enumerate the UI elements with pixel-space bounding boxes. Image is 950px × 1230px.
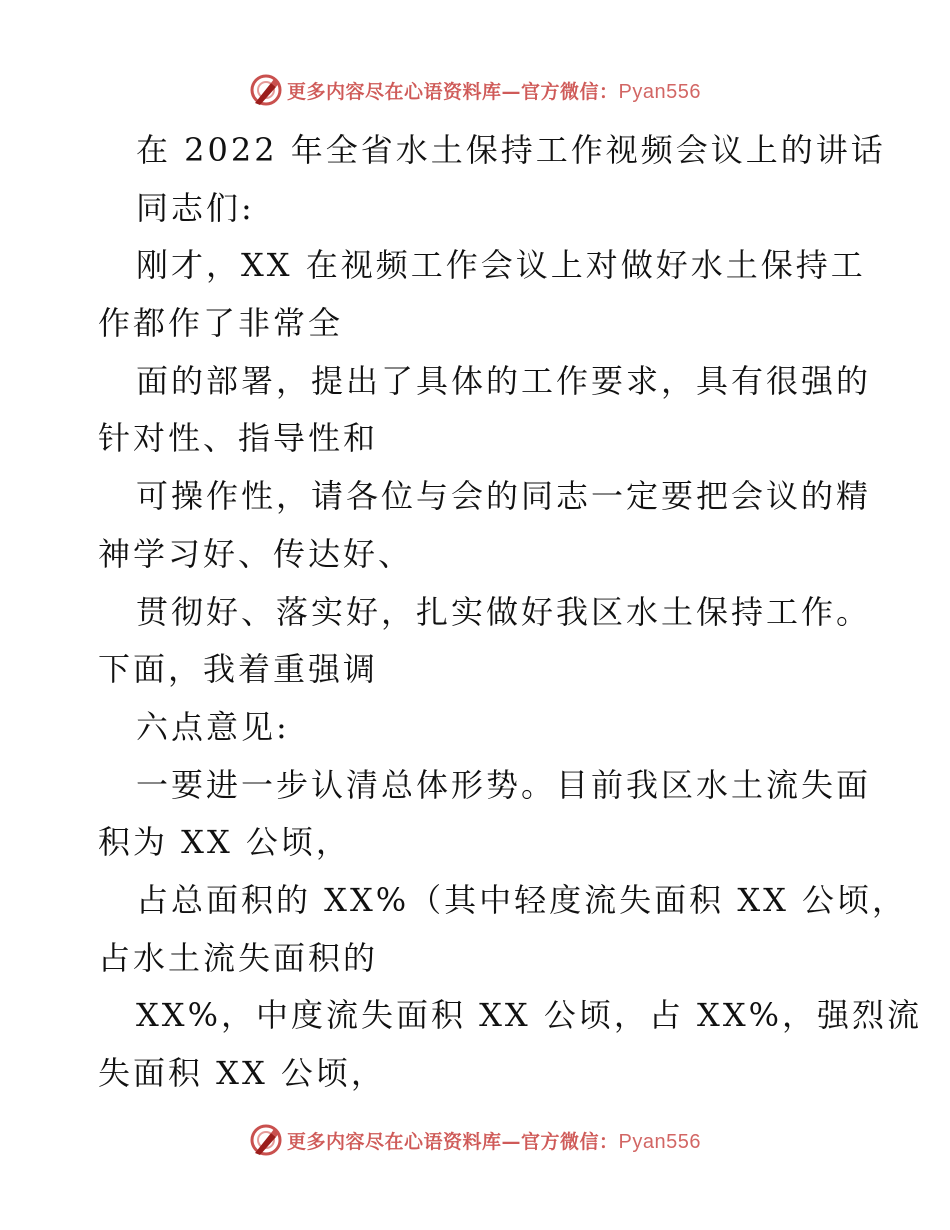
watermark-wechat-id: Pyan556 — [618, 1130, 701, 1153]
text-line: XX%，中度流失面积 XX 公顷，占 XX%，强烈流 — [136, 996, 923, 1035]
watermark-text — [287, 1127, 701, 1154]
watermark-text — [287, 77, 701, 104]
text-line: 失面积 XX 公顷， — [98, 1054, 386, 1092]
text-line: 针对性、指导性和 — [98, 419, 379, 458]
text-line: 贯彻好、落实好，扎实做好我区水土保持工作。 — [136, 592, 872, 631]
header-watermark — [0, 70, 950, 110]
document-body — [98, 122, 923, 1103]
text-line: 神学习好、传达好、 — [98, 534, 414, 573]
text-line: 积为 XX 公顷， — [98, 823, 351, 862]
text-line: 刚才，XX 在视频工作会议上对做好水土保持工 — [136, 246, 866, 285]
pen-logo-icon — [249, 73, 283, 107]
text-line: 作都作了非常全 — [98, 304, 344, 343]
pen-logo-icon — [249, 1123, 283, 1157]
watermark-label: 更多内容尽在心语资料库—官方微信： — [287, 80, 619, 103]
text-line: 在 2022 年全省水土保持工作视频会议上的讲话 — [136, 131, 886, 169]
text-line: 同志们: — [136, 188, 255, 227]
watermark-label: 更多内容尽在心语资料库—官方微信： — [287, 1130, 619, 1153]
text-line: 六点意见: — [136, 707, 290, 746]
footer-watermark — [0, 1120, 950, 1160]
watermark-wechat-id: Pyan556 — [618, 80, 701, 103]
text-line: 下面，我着重强调 — [98, 650, 379, 689]
text-line: 占水土流失面积的 — [98, 938, 379, 977]
text-line: 可操作性，请各位与会的同志一定要把会议的精 — [136, 477, 872, 516]
text-line: 面的部署，提出了具体的工作要求，具有很强的 — [136, 361, 872, 400]
text-line: 占总面积的 XX%（其中轻度流失面积 XX 公顷， — [136, 880, 908, 919]
text-line: 一要进一步认清总体形势。目前我区水土流失面 — [136, 765, 872, 804]
